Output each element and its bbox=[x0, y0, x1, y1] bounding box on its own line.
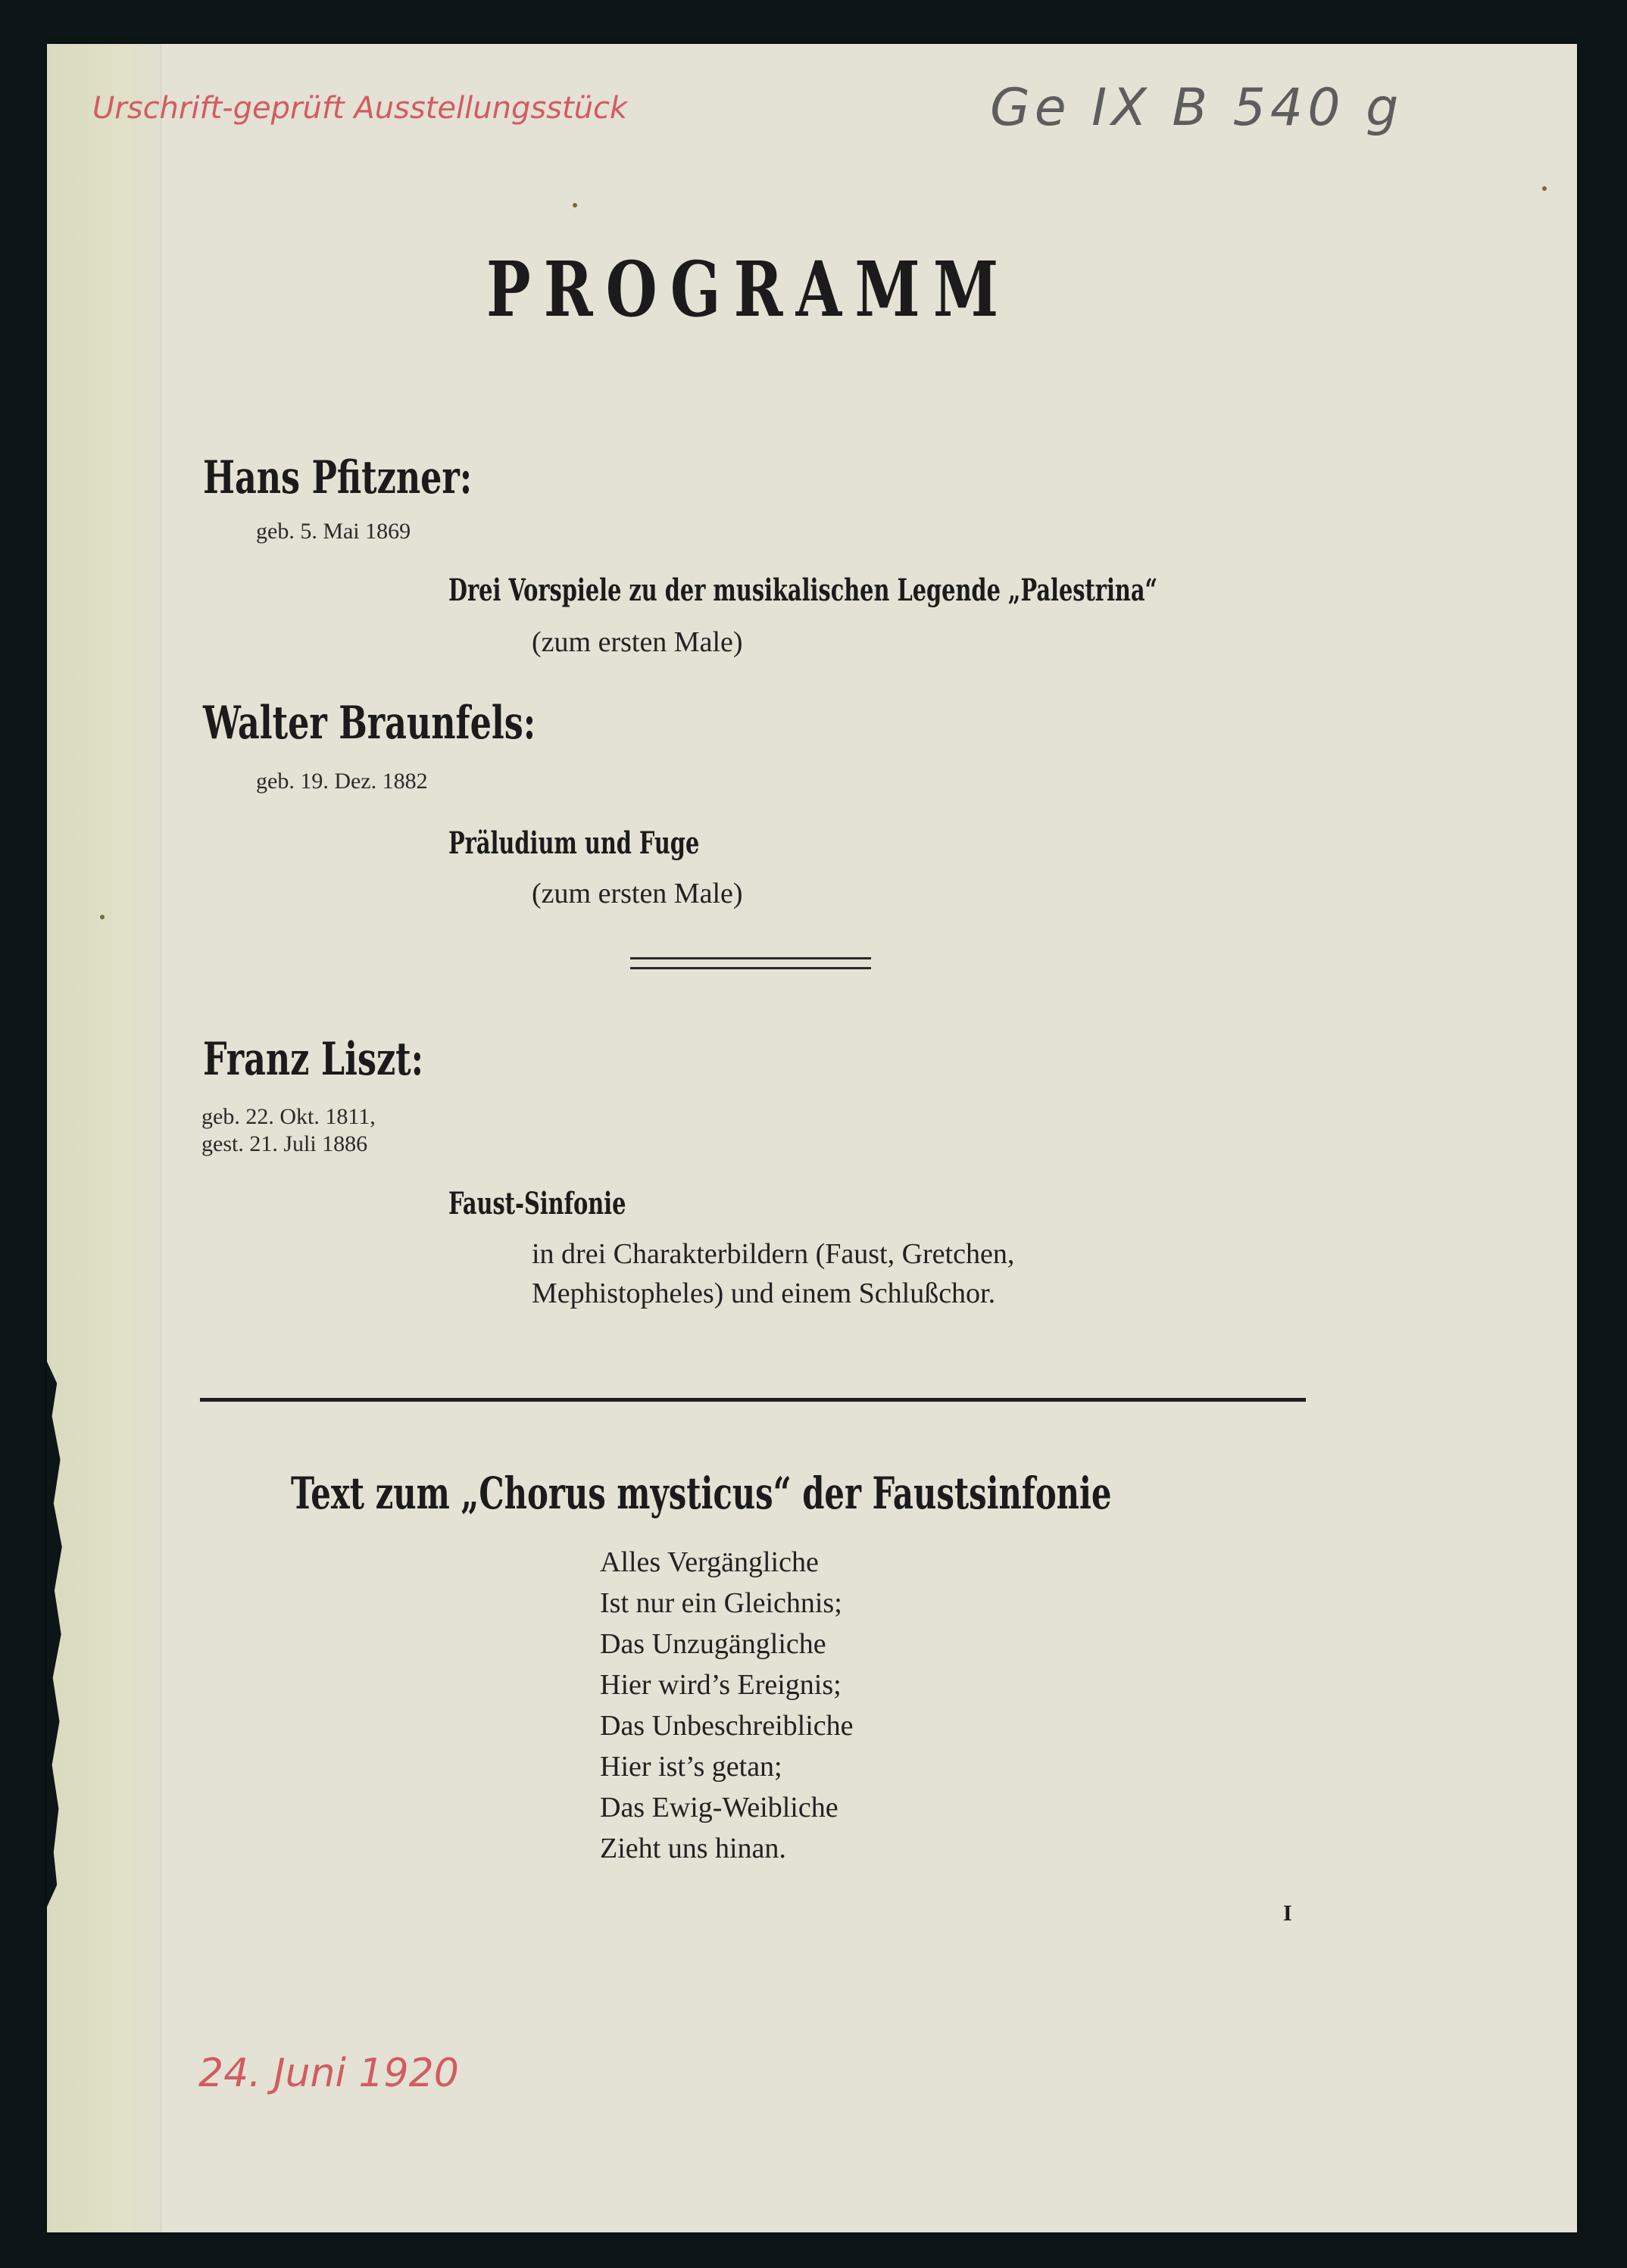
handwritten-date: 24. Juni 1920 bbox=[198, 2051, 459, 2096]
verse-line: Das Unzugängliche bbox=[600, 1628, 826, 1660]
verse-line: Zieht uns hinan. bbox=[600, 1833, 786, 1864]
work-note-liszt-line1: in drei Charakterbildern (Faust, Gretchen, bbox=[532, 1238, 1015, 1270]
page-number: I bbox=[1283, 1901, 1292, 1926]
composer-dates-braunfels: geb. 19. Dez. 1882 bbox=[256, 769, 428, 794]
chorus-verse bbox=[600, 1542, 854, 1869]
handwritten-note-top: Urschrift-geprüft Ausstellungsstück bbox=[92, 91, 628, 126]
paper-speck bbox=[100, 915, 105, 919]
paper-speck bbox=[573, 203, 577, 207]
composer-dates-pfitzner: geb. 5. Mai 1869 bbox=[256, 519, 411, 544]
verse-line: Alles Vergängliche bbox=[600, 1546, 819, 1578]
work-title-liszt: Faust-Sinfonie bbox=[448, 1186, 626, 1221]
paper-speck bbox=[1542, 186, 1547, 191]
work-note-liszt-line2: Mephistopheles) und einem Schlußchor. bbox=[532, 1278, 996, 1309]
work-note-braunfels: (zum ersten Male) bbox=[532, 878, 743, 909]
program-page bbox=[47, 44, 1577, 2232]
verse-line: Ist nur ein Gleichnis; bbox=[600, 1587, 842, 1619]
shelfmark: Ge IX B 540 g bbox=[990, 78, 1404, 138]
page-title: PROGRAMM bbox=[486, 245, 1012, 334]
work-note-pfitzner: (zum ersten Male) bbox=[532, 626, 743, 658]
composer-name-liszt: Franz Liszt: bbox=[203, 1033, 424, 1086]
double-divider bbox=[630, 957, 871, 969]
verse-line: Hier ist’s getan; bbox=[600, 1751, 782, 1783]
work-title-pfitzner: Drei Vorspiele zu der musikalischen Legende „Palestrina“ bbox=[448, 572, 1158, 608]
binding-strip bbox=[47, 44, 161, 2232]
composer-name-braunfels: Walter Braunfels: bbox=[203, 697, 536, 750]
verse-line: Das Ewig-Weibliche bbox=[600, 1792, 838, 1823]
composer-name-pfitzner: Hans Pfitzner: bbox=[203, 451, 473, 504]
composer-birth-liszt: geb. 22. Okt. 1811, bbox=[201, 1104, 376, 1129]
chorus-text-title: Text zum „Chorus mysticus“ der Faustsinfonie bbox=[291, 1468, 1112, 1519]
verse-line: Hier wird’s Ereignis; bbox=[600, 1669, 842, 1701]
section-rule bbox=[200, 1398, 1306, 1402]
work-title-braunfels: Präludium und Fuge bbox=[448, 825, 700, 861]
verse-line: Das Unbeschreibliche bbox=[600, 1710, 854, 1742]
composer-death-liszt: gest. 21. Juli 1886 bbox=[201, 1131, 368, 1156]
